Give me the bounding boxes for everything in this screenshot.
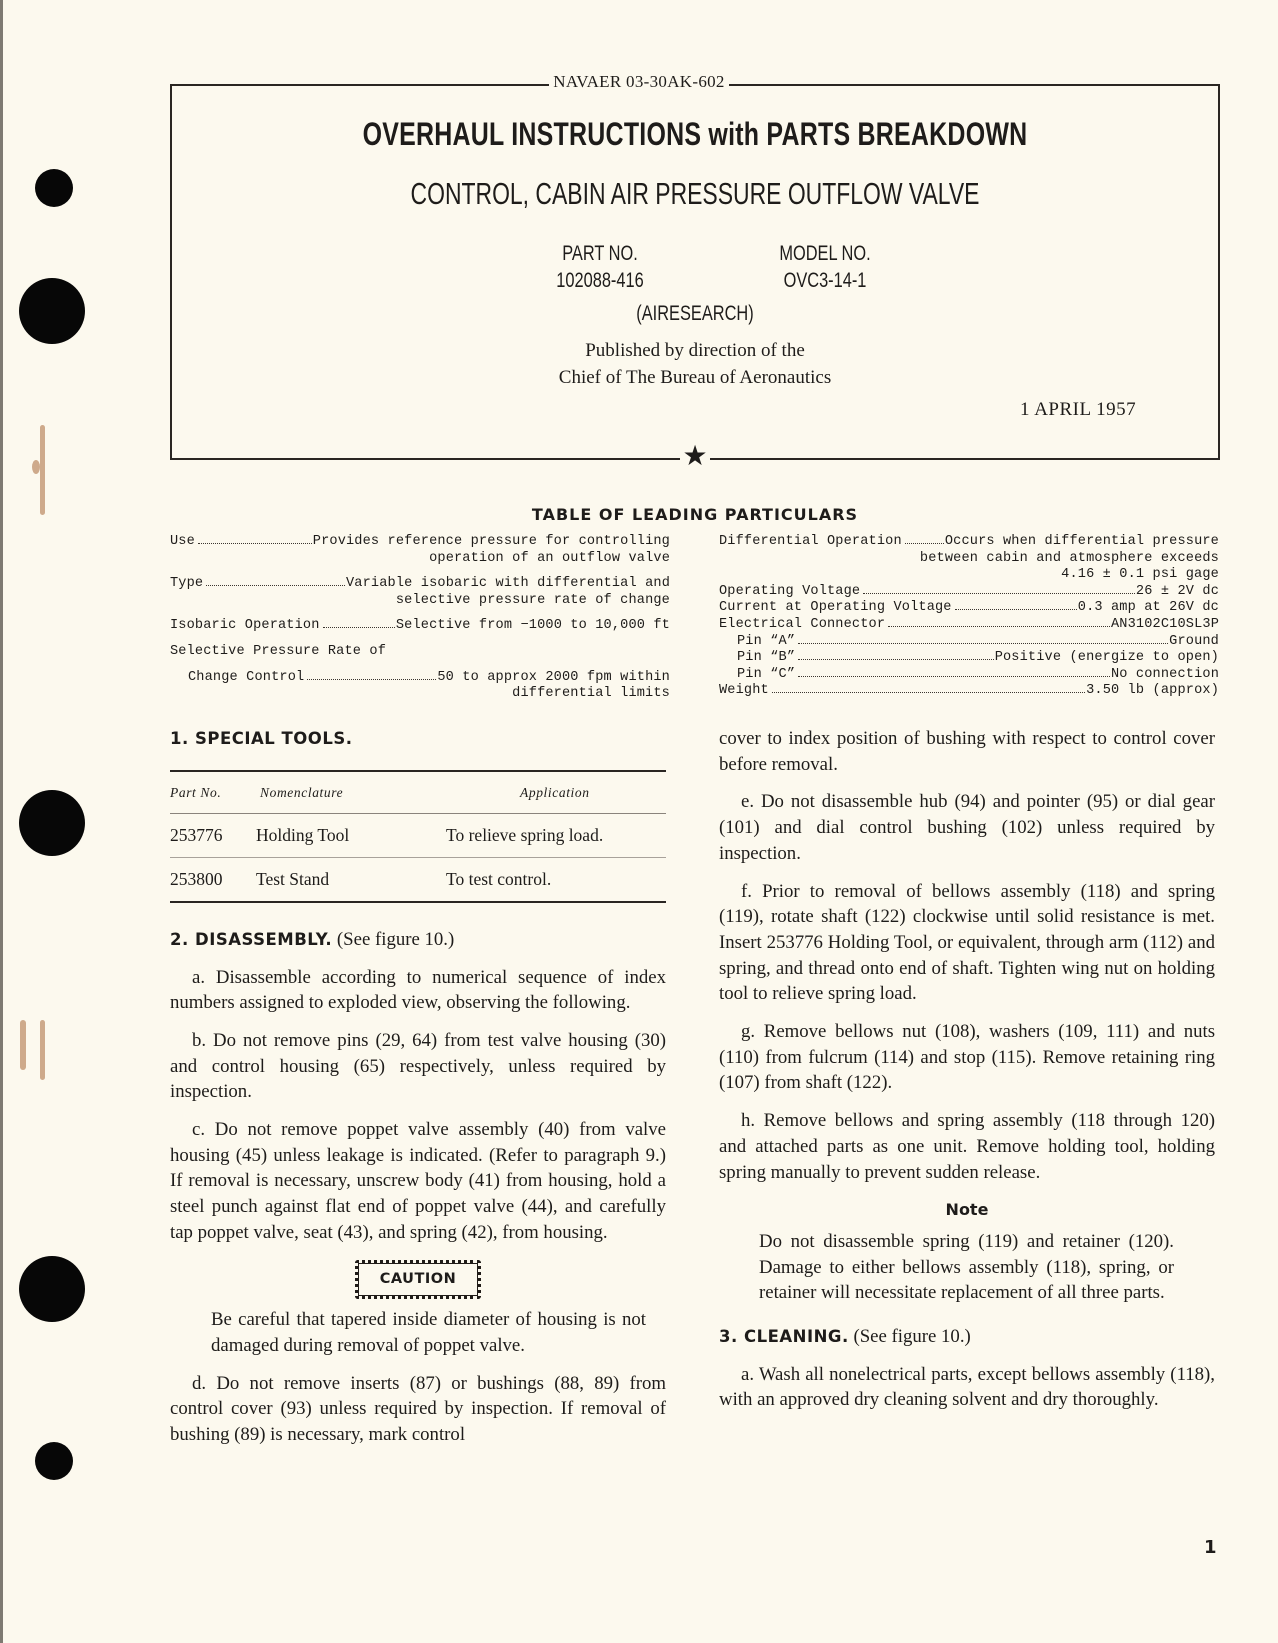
column-header: Nomenclature bbox=[256, 771, 446, 814]
paragraph-d: d. Do not remove inserts (87) or bushings (88, 89) from control cover (93) unless required by inspection. If removal of bushing (89) is necessary, mark control bbox=[170, 1372, 666, 1446]
binder-hole-icon bbox=[35, 1442, 73, 1480]
paragraph-e: e. Do not disassemble hub (94) and pointer (95) or dial gear (101) and dial control bushing (102) unless required by inspection. bbox=[719, 791, 1215, 864]
particular-row: Pin “B” Positive (energize to open) bbox=[737, 650, 1219, 666]
star-icon: ★ bbox=[680, 441, 710, 471]
particular-row: Weight 3.50 lb (approx) bbox=[719, 683, 1219, 699]
rust-stain bbox=[20, 1020, 26, 1070]
caution-text: Be careful that tapered inside diameter of housing is not damaged during removal of poppet valve. bbox=[211, 1309, 646, 1356]
document-number: NAVAER 03-30AK-602 bbox=[0, 72, 1278, 92]
binder-holes bbox=[0, 0, 120, 1643]
leading-particulars-right: Differential Operation Occurs when differential pressure between cabin and atmosphere exceeds 4.16 ± 0.1 psi gage Operating Voltage 26 ± 2V dc Current at Operating Voltage 0.3 amp at 26V dc Electrical Connector AN3102C10SL3P Pin “A” Ground Pin “B” Positive (energize to open) Pin “C” No connection Weight 3.50 lb (approx) bbox=[719, 534, 1219, 699]
part-number-value: 102088-416 bbox=[556, 269, 644, 292]
caution-label: CAUTION bbox=[355, 1260, 481, 1300]
section-heading-special-tools: 1. SPECIAL TOOLS. bbox=[170, 729, 353, 748]
column-header: Application bbox=[446, 771, 666, 814]
particular-row: Type Variable isobaric with differential and bbox=[170, 576, 670, 592]
leading-particulars-title: TABLE OF LEADING PARTICULARS bbox=[531, 505, 859, 524]
binder-hole-icon bbox=[19, 1256, 85, 1322]
section-heading-cleaning: 3. CLEANING. (See figure 10.) bbox=[719, 1326, 971, 1348]
right-column bbox=[719, 726, 1215, 1425]
model-number-label: MODEL NO. bbox=[779, 242, 871, 265]
document-title: OVERHAUL INSTRUCTIONS with PARTS BREAKDOWN bbox=[362, 116, 1028, 152]
rust-stain bbox=[40, 425, 45, 515]
note-text: Do not disassemble spring (119) and retainer (120). Damage to either bellows assembly (118), spring, or retainer will necessitate replacement of all three parts. bbox=[759, 1230, 1174, 1304]
particular-row: Use Provides reference pressure for controlling bbox=[170, 534, 670, 549]
particular-row: Electrical Connector AN3102C10SL3P bbox=[719, 616, 1219, 632]
particular-row: Differential Operation Occurs when differential pressure bbox=[719, 534, 1219, 549]
part-number-block bbox=[545, 240, 654, 294]
binder-hole-icon bbox=[19, 790, 85, 856]
binder-hole-icon bbox=[35, 169, 73, 207]
table-row: 253776 Holding Tool To relieve spring load. bbox=[170, 814, 666, 858]
rust-stain bbox=[40, 1020, 45, 1080]
part-number-label: PART NO. bbox=[562, 242, 638, 265]
publication-date: 1 APRIL 1957 bbox=[1020, 399, 1137, 420]
special-tools-table bbox=[170, 770, 666, 903]
paragraph-f: f. Prior to removal of bellows assembly (118) and spring (119), rotate shaft (122) clockwise until solid resistance is met. Insert 253776 Holding Tool, or equivalent, through arm (112) and spring, and thread onto end of shaft. Tighten wing nut on holding tool to relieve spring load. bbox=[719, 880, 1215, 1005]
particular-row: Operating Voltage 26 ± 2V dc bbox=[719, 583, 1219, 599]
section-heading-disassembly: 2. DISASSEMBLY. (See figure 10.) bbox=[170, 928, 455, 950]
left-column bbox=[170, 726, 666, 1460]
paragraph-a: a. Disassemble according to numerical sequence of index numbers assigned to exploded view, observing the following. bbox=[170, 966, 666, 1014]
particular-row: Pin “A” Ground bbox=[737, 633, 1219, 649]
paragraph-b: b. Do not remove pins (29, 64) from test valve housing (30) and control housing (65) respectively, unless required by inspection. bbox=[170, 1029, 666, 1103]
particular-row: Selective Pressure Rate of bbox=[170, 643, 386, 659]
table-row: 253800 Test Stand To test control. bbox=[170, 858, 666, 902]
note-label: Note bbox=[945, 1200, 989, 1220]
published-by: Published by direction of the Chief of The Bureau of Aeronautics bbox=[558, 340, 832, 388]
page-number: 1 bbox=[1204, 1537, 1217, 1558]
manufacturer: (AIRESEARCH) bbox=[636, 302, 754, 325]
model-number-value: OVC3-14-1 bbox=[783, 269, 867, 292]
column-header: Part No. bbox=[170, 771, 256, 814]
paragraph-c: c. Do not remove poppet valve assembly (40) from valve housing (45) unless leakage is indicated. (Refer to paragraph 9.) If removal is necessary, unscrew body (41) from housing, hold a steel punch against flat end of poppet valve (44), and carefully tap poppet valve, seat (43), and spring (42), from housing. bbox=[170, 1119, 666, 1243]
paragraph-d-continued: cover to index position of bushing with respect to control cover before removal. bbox=[719, 728, 1215, 775]
rust-stain bbox=[32, 460, 40, 474]
model-number-block bbox=[770, 240, 879, 294]
particular-row: Pin “C” No connection bbox=[737, 666, 1219, 682]
document-subtitle: CONTROL, CABIN AIR PRESSURE OUTFLOW VALVE bbox=[410, 176, 980, 211]
particular-row: Current at Operating Voltage 0.3 amp at 26V dc bbox=[719, 600, 1219, 616]
leading-particulars-left: Use Provides reference pressure for controlling operation of an outflow valve Type Variable isobaric with differential and selective pressure rate of change Isobaric Operation Selective from −1000 to 10,000 ft Selective Pressure Rate of Change Control 50 to approx 2000 fpm within differential limits bbox=[170, 534, 670, 702]
binder-hole-icon bbox=[19, 278, 85, 344]
paragraph-h: h. Remove bellows and spring assembly (118 through 120) and attached parts as one unit. Remove holding tool, holding spring manually to prevent sudden release. bbox=[719, 1110, 1215, 1183]
particular-row: Isobaric Operation Selective from −1000 to 10,000 ft bbox=[170, 618, 670, 634]
particular-row: Change Control 50 to approx 2000 fpm within bbox=[188, 669, 670, 685]
paragraph-g: g. Remove bellows nut (108), washers (109, 111) and nuts (110) from fulcrum (114) and stop (115). Remove retaining ring (107) from shaft (122). bbox=[719, 1021, 1215, 1094]
caution-box bbox=[170, 1260, 666, 1300]
cleaning-paragraph-a: a. Wash all nonelectrical parts, except bellows assembly (118), with an approved dry cleaning solvent and dry thoroughly. bbox=[719, 1363, 1215, 1411]
